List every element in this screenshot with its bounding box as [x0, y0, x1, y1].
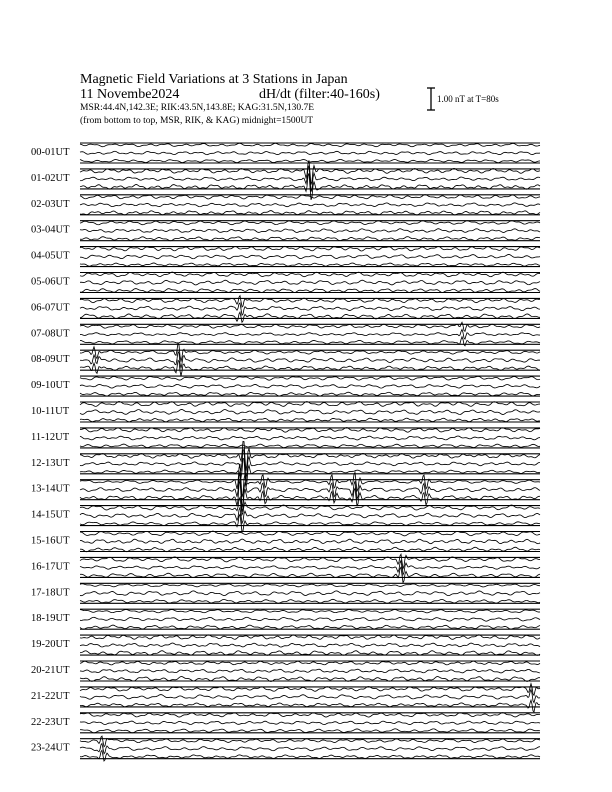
trace-rik — [80, 591, 540, 596]
hour-row — [31, 583, 540, 603]
hour-row — [31, 272, 540, 292]
trace-rik — [80, 303, 540, 315]
trace-rik — [80, 643, 540, 647]
trace-rik — [80, 384, 540, 388]
trace-kag — [80, 684, 540, 696]
trace-rik — [80, 721, 540, 725]
hour-label: 02-03UT — [31, 198, 70, 210]
hour-row — [31, 428, 540, 448]
hour-label: 11-12UT — [31, 431, 70, 443]
hour-label: 03-04UT — [31, 224, 70, 236]
hour-row — [31, 376, 540, 396]
trace-kag — [80, 661, 540, 665]
quantity-label: dH/dt (filter:40-160s) — [259, 87, 380, 102]
hour-label: 15-16UT — [31, 535, 70, 547]
hour-label: 18-19UT — [31, 613, 70, 625]
hour-row — [31, 246, 540, 266]
hour-label: 16-17UT — [31, 561, 70, 573]
hour-row — [31, 160, 540, 199]
trace-kag — [80, 584, 540, 587]
trace-msr — [80, 599, 540, 603]
trace-msr — [80, 418, 540, 422]
trace-kag — [80, 609, 540, 612]
hour-label: 04-05UT — [31, 250, 70, 262]
hour-row — [31, 661, 540, 681]
hour-label: 01-02UT — [31, 172, 70, 184]
trace-msr — [80, 392, 540, 396]
trace-msr — [80, 159, 540, 162]
trace-msr — [80, 312, 540, 322]
hour-label: 08-09UT — [31, 354, 70, 366]
trace-kag — [80, 296, 540, 307]
trace-rik — [80, 409, 540, 414]
trace-msr — [80, 263, 540, 266]
trace-rik — [80, 229, 540, 233]
trace-msr — [80, 700, 540, 712]
hour-label: 17-18UT — [31, 587, 70, 599]
trace-kag — [80, 554, 540, 568]
trace-rik — [80, 254, 540, 258]
hour-row — [31, 401, 540, 422]
trace-kag — [80, 343, 540, 361]
hour-label: 12-13UT — [31, 457, 70, 469]
hour-label: 09-10UT — [31, 380, 70, 392]
hour-label: 20-21UT — [31, 665, 70, 676]
trace-kag — [80, 376, 540, 380]
trace-msr — [80, 237, 540, 241]
scale-bar — [427, 88, 435, 110]
hour-label: 23-24UT — [31, 742, 70, 754]
trace-rik — [80, 436, 540, 440]
hour-row — [31, 713, 540, 733]
hour-label: 06-07UT — [31, 302, 70, 314]
trace-kag — [80, 464, 540, 497]
trace-rik — [80, 280, 540, 285]
trace-rik — [80, 473, 540, 507]
trace-msr — [80, 514, 540, 532]
trace-msr — [80, 729, 540, 733]
hour-row — [31, 609, 540, 629]
hour-row — [31, 531, 540, 552]
hour-label: 05-06UT — [31, 276, 70, 288]
hour-row — [31, 554, 540, 582]
scale-bar-label: 1.00 nT at T=80s — [437, 94, 499, 104]
hour-row — [31, 143, 540, 163]
trace-msr — [80, 360, 540, 376]
trace-rik — [80, 689, 540, 702]
trace-rik — [80, 203, 540, 207]
trace-kag — [80, 441, 540, 470]
hour-label: 13-14UT — [31, 483, 70, 495]
hour-row — [31, 736, 540, 761]
trace-kag — [80, 143, 540, 146]
chart-title: Magnetic Field Variations at 3 Stations in Japan — [80, 72, 348, 87]
hour-label: 14-15UT — [31, 509, 70, 521]
hour-row — [31, 635, 540, 656]
hour-row — [31, 497, 540, 532]
trace-rik — [80, 151, 540, 154]
hour-label: 10-11UT — [31, 406, 70, 417]
trace-msr — [80, 444, 540, 448]
trace-kag — [80, 221, 540, 225]
hour-label: 22-23UT — [31, 716, 70, 728]
hour-row — [31, 322, 540, 346]
hour-label: 21-22UT — [31, 690, 70, 702]
station-order-note: (from bottom to top, MSR, RIK, & KAG) midnight=1500UT — [80, 116, 314, 126]
hour-row — [31, 195, 540, 215]
hour-row — [31, 296, 540, 323]
station-coordinates: MSR:44.4N,142.3E; RIK:43.5N,143.8E; KAG:31.5N,130.7E — [80, 103, 315, 113]
trace-rik — [80, 669, 540, 673]
trace-rik — [80, 561, 540, 575]
trace-rik — [80, 617, 540, 621]
trace-kag — [80, 736, 540, 747]
hour-row — [31, 221, 540, 241]
trace-kag — [80, 322, 540, 331]
trace-msr — [80, 750, 540, 761]
hour-row — [31, 684, 540, 712]
trace-rik — [80, 743, 540, 753]
hour-label: 19-20UT — [31, 639, 70, 651]
hour-row — [31, 343, 540, 376]
chart-date: 11 Novembe2024 — [80, 87, 180, 102]
hour-label: 07-08UT — [31, 328, 70, 340]
trace-rik — [80, 539, 540, 544]
trace-msr — [80, 567, 540, 582]
trace-rik — [80, 329, 540, 339]
hour-label: 00-01UT — [31, 147, 70, 158]
